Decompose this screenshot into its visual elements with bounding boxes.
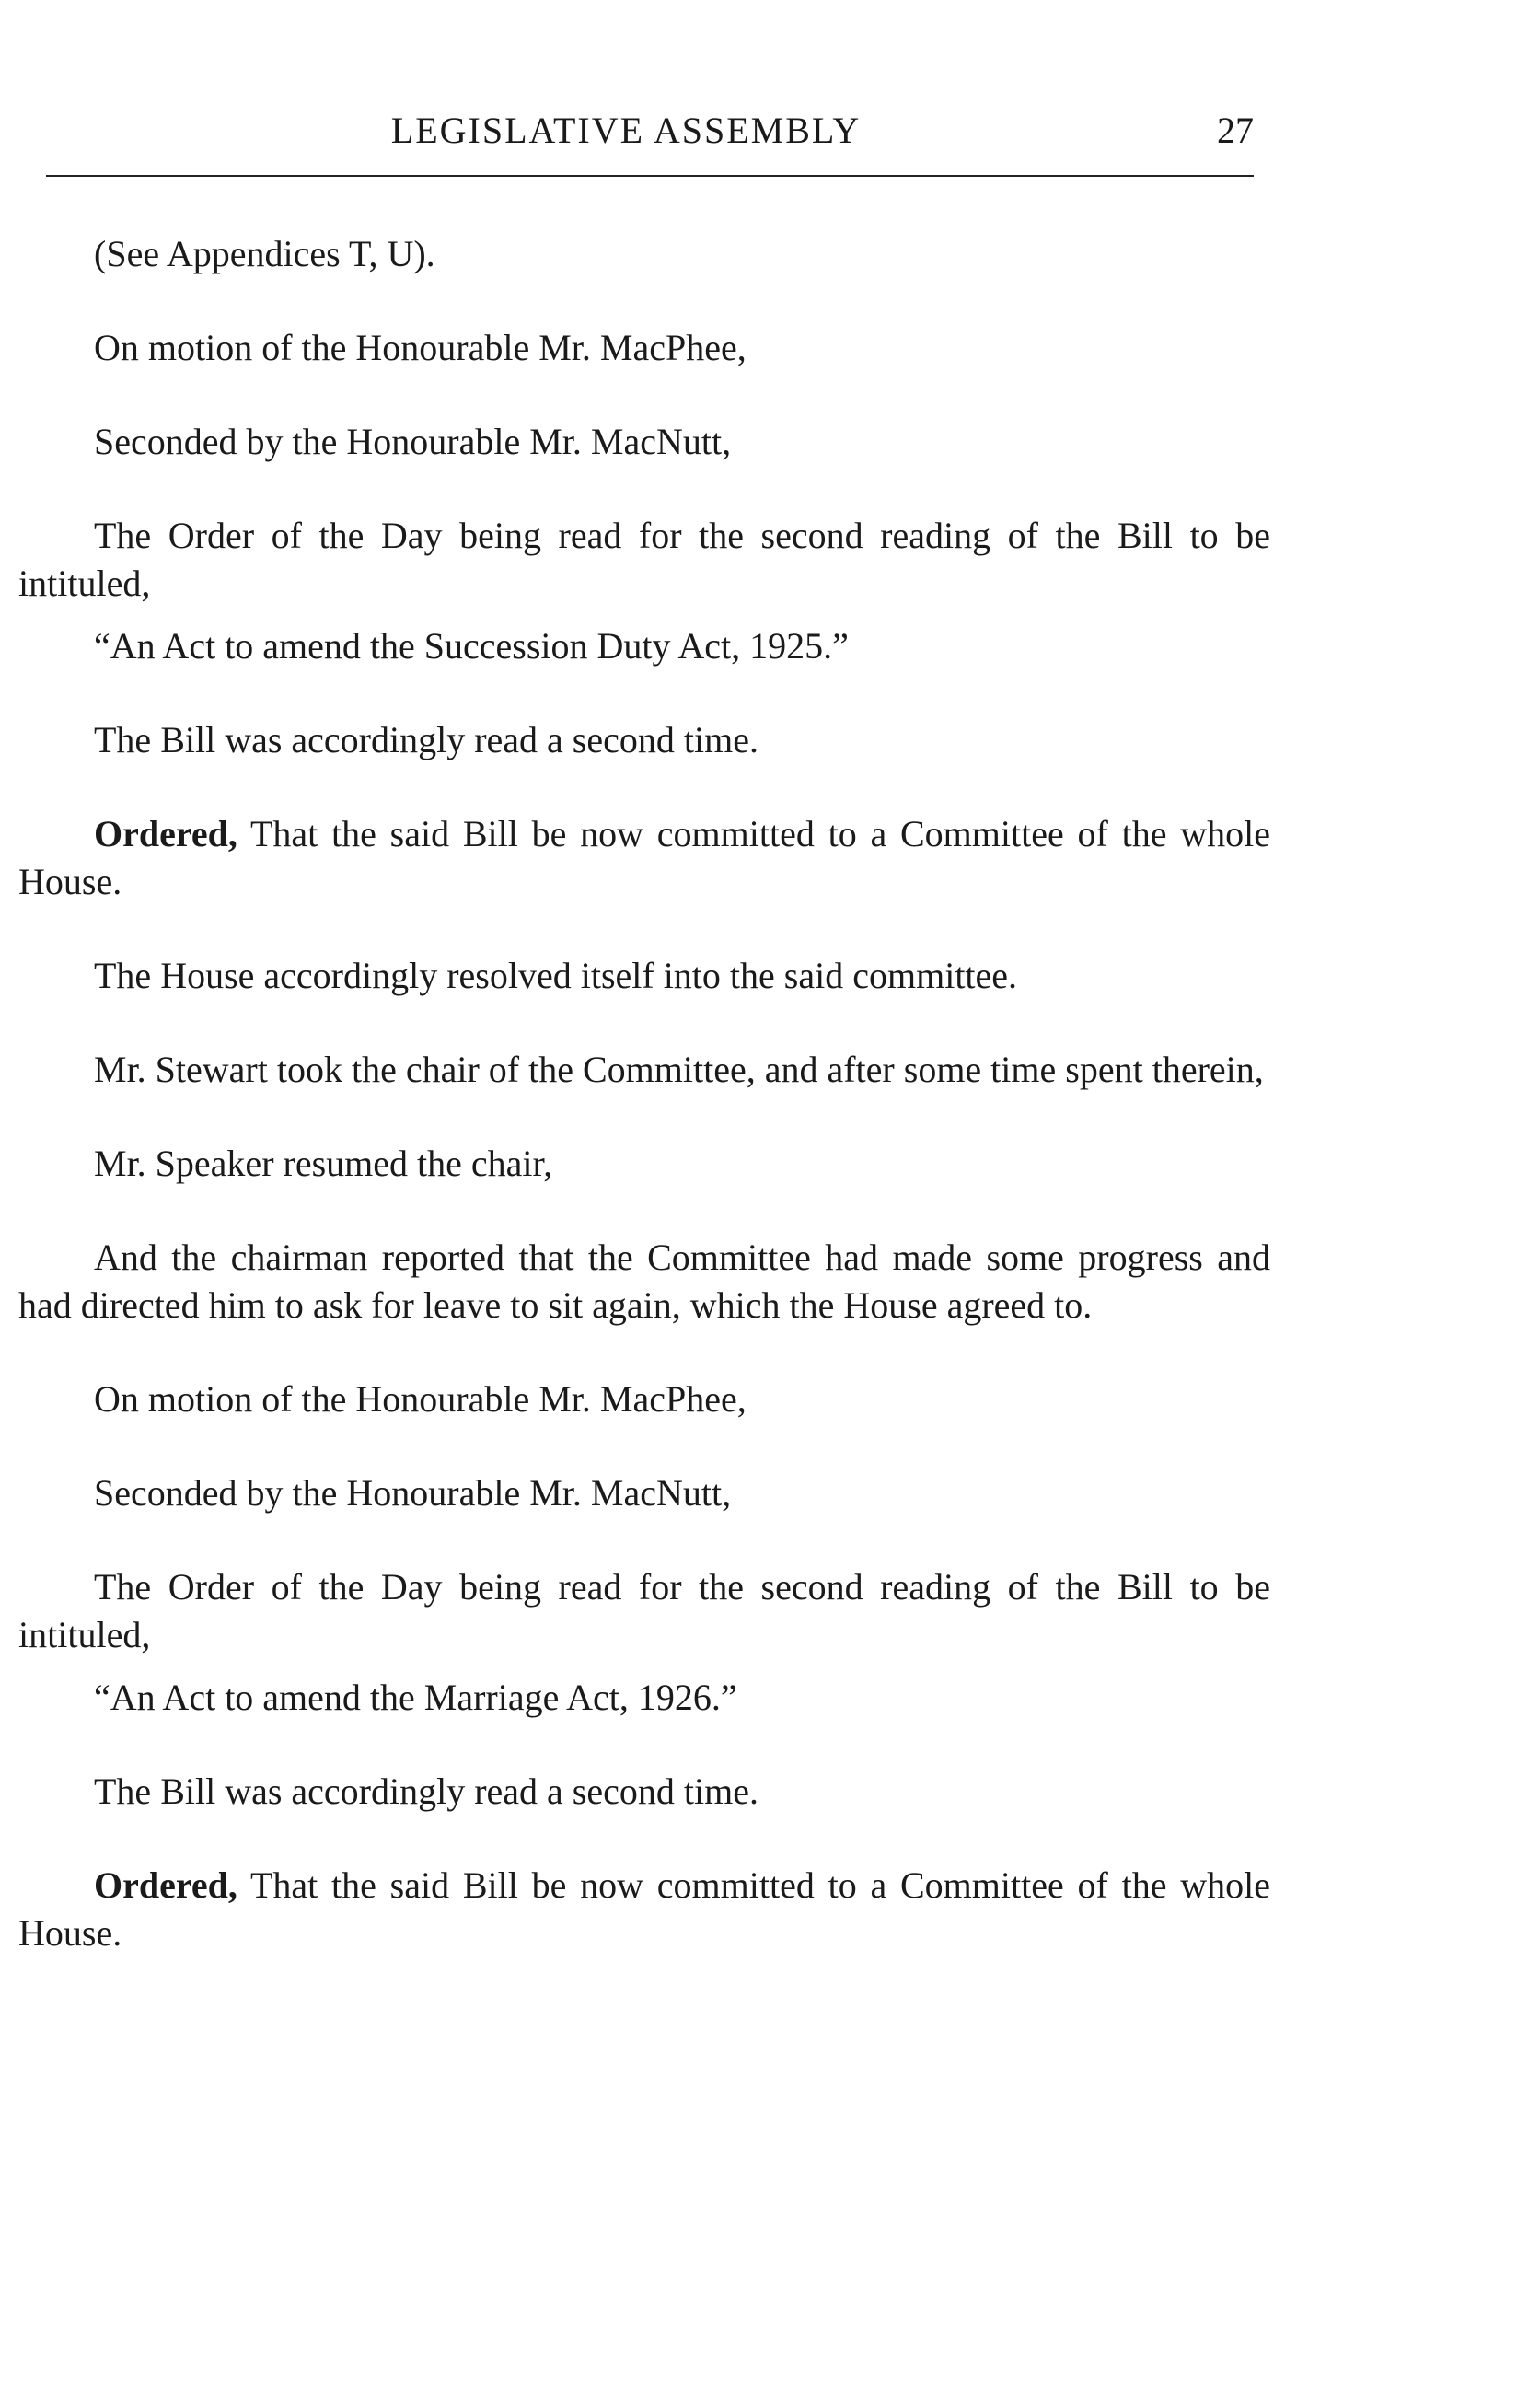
paragraph-text: That the said Bill be now committed to a Committee of the whole House. xyxy=(18,1864,1270,1954)
paragraph xyxy=(18,1674,1270,1722)
paragraph-text: Mr. Stewart took the chair of the Committee, and after some time spent therein, xyxy=(94,1049,1264,1090)
paragraph-text: “An Act to amend the Succession Duty Act, 1925.” xyxy=(94,625,849,667)
paragraph xyxy=(18,952,1270,1000)
paragraph xyxy=(18,1469,1270,1517)
paragraph xyxy=(18,1376,1270,1423)
paragraph xyxy=(18,1140,1270,1188)
paragraph xyxy=(18,622,1270,670)
paragraph-text: The Order of the Day being read for the second reading of the Bill to be intituled, xyxy=(18,1566,1270,1655)
paragraph xyxy=(18,1046,1270,1094)
paragraph xyxy=(18,810,1270,906)
page-header xyxy=(46,109,1254,164)
paragraph xyxy=(18,418,1270,466)
paragraph-text: The Bill was accordingly read a second time. xyxy=(94,719,758,760)
body-text xyxy=(18,230,1270,2003)
paragraph-text: The House accordingly resolved itself into the said committee. xyxy=(94,955,1018,996)
paragraph xyxy=(18,1862,1270,1957)
paragraph xyxy=(18,716,1270,764)
paragraph xyxy=(18,512,1270,608)
paragraph-text: Mr. Speaker resumed the chair, xyxy=(94,1143,553,1184)
paragraph-text: (See Appendices T, U). xyxy=(94,233,435,274)
paragraph xyxy=(18,230,1270,278)
page-number: 27 xyxy=(1217,110,1254,151)
paragraph xyxy=(18,1234,1270,1329)
paragraph xyxy=(18,1768,1270,1816)
paragraph xyxy=(18,324,1270,372)
paragraph-lead: Ordered, xyxy=(94,1864,237,1906)
header-rule xyxy=(46,175,1254,177)
paragraph-text: The Order of the Day being read for the second reading of the Bill to be intituled, xyxy=(18,515,1270,604)
paragraph-text: Seconded by the Honourable Mr. MacNutt, xyxy=(94,421,732,462)
running-head: LEGISLATIVE ASSEMBLY xyxy=(390,110,862,151)
paragraph-text: The Bill was accordingly read a second time. xyxy=(94,1770,758,1812)
paragraph xyxy=(18,1563,1270,1659)
paragraph-lead: Ordered, xyxy=(94,813,237,854)
paragraph-text: “An Act to amend the Marriage Act, 1926.” xyxy=(94,1677,737,1718)
paragraph-text: Seconded by the Honourable Mr. MacNutt, xyxy=(94,1472,732,1514)
paragraph-text: That the said Bill be now committed to a Committee of the whole House. xyxy=(18,813,1270,902)
paragraph-text: On motion of the Honourable Mr. MacPhee, xyxy=(94,327,747,368)
paragraph-text: And the chairman reported that the Committee had made some progress and had directed him to ask for leave to sit again, which the House agreed to. xyxy=(18,1236,1270,1326)
paragraph-text: On motion of the Honourable Mr. MacPhee, xyxy=(94,1378,747,1420)
